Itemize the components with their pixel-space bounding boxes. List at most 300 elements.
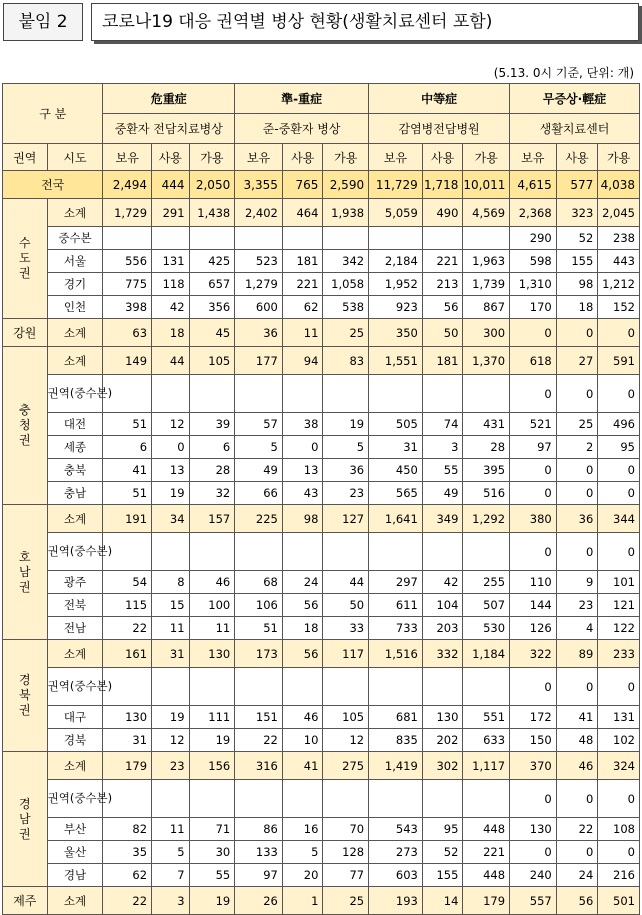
cell-value: 20 (282, 864, 323, 887)
cell-value: 443 (598, 250, 640, 273)
cell-value: 530 (463, 617, 510, 640)
table-row (3, 668, 640, 706)
cell-value: 611 (369, 594, 423, 617)
cell-value: 31 (152, 640, 190, 668)
group-header-mild: 무증상·輕症 (510, 84, 640, 114)
total-value: 2,050 (189, 171, 235, 199)
total-value: 11,729 (369, 171, 423, 199)
metric-header: 사용 (556, 144, 598, 171)
cell-value: 44 (152, 347, 190, 375)
table-row (3, 594, 640, 617)
cell-value: 556 (103, 250, 152, 273)
metric-header: 가용 (323, 144, 369, 171)
metric-header: 가용 (189, 144, 235, 171)
cell-value: 181 (282, 250, 323, 273)
cell-value: 157 (189, 505, 235, 533)
cell-value: 322 (510, 640, 557, 668)
sido-name: 전남 (47, 617, 103, 640)
cell-value (282, 375, 323, 413)
cell-value: 775 (103, 273, 152, 296)
table-row (3, 227, 640, 250)
cell-value: 86 (235, 818, 283, 841)
cell-value: 398 (103, 296, 152, 319)
cell-value: 516 (463, 482, 510, 505)
cell-value (189, 533, 235, 571)
table-row (3, 533, 640, 571)
cell-value: 213 (422, 273, 463, 296)
cell-value: 203 (422, 617, 463, 640)
cell-value: 150 (510, 729, 557, 752)
table-row (3, 617, 640, 640)
total-value: 2,590 (323, 171, 369, 199)
cell-value: 43 (282, 482, 323, 505)
cell-value: 55 (422, 459, 463, 482)
sido-name: 울산 (47, 841, 103, 864)
cell-value: 12 (323, 729, 369, 752)
table-row (3, 482, 640, 505)
cell-value: 110 (510, 571, 557, 594)
cell-value: 27 (556, 347, 598, 375)
cell-value: 324 (598, 752, 640, 780)
cell-value: 28 (189, 459, 235, 482)
cell-value: 1,516 (369, 640, 423, 668)
region-name (3, 199, 48, 319)
table-row (3, 250, 640, 273)
cell-value: 0 (510, 841, 557, 864)
cell-value: 332 (422, 640, 463, 668)
cell-value: 111 (189, 706, 235, 729)
cell-value: 115 (103, 594, 152, 617)
cell-value: 128 (323, 841, 369, 864)
cell-value: 543 (369, 818, 423, 841)
attachment-tag: 붙임 2 (3, 3, 83, 41)
cell-value (422, 533, 463, 571)
cell-value: 121 (598, 594, 640, 617)
subtotal-row (3, 199, 640, 227)
region-name-text: 호남권 (19, 549, 31, 594)
cell-value: 490 (422, 199, 463, 227)
sido-name: 권역(중수본) (47, 375, 103, 413)
cell-value: 130 (422, 706, 463, 729)
cell-value: 1,058 (323, 273, 369, 296)
table-row (3, 818, 640, 841)
cell-value (235, 780, 283, 818)
cell-value: 44 (323, 571, 369, 594)
cell-value: 51 (103, 413, 152, 436)
cell-value: 0 (510, 459, 557, 482)
cell-value (189, 780, 235, 818)
cell-value: 15 (152, 594, 190, 617)
cell-value: 600 (235, 296, 283, 319)
cell-value: 233 (598, 640, 640, 668)
subgroup-header-mild: 생활치료센터 (510, 114, 640, 144)
cell-value: 74 (422, 413, 463, 436)
cell-value: 496 (598, 413, 640, 436)
cell-value: 1,952 (369, 273, 423, 296)
cell-value: 35 (103, 841, 152, 864)
table-row (3, 571, 640, 594)
cell-value: 0 (556, 780, 598, 818)
cell-value (422, 375, 463, 413)
cell-value: 23 (323, 482, 369, 505)
column-header-region: 권역 (3, 144, 48, 171)
cell-value: 225 (235, 505, 283, 533)
cell-value: 681 (369, 706, 423, 729)
cell-value: 0 (556, 533, 598, 571)
cell-value: 55 (189, 864, 235, 887)
metric-header: 보유 (369, 144, 423, 171)
region-name-text: 강원 (13, 326, 37, 340)
metric-header: 사용 (422, 144, 463, 171)
cell-value: 51 (235, 617, 283, 640)
region-name-text: 충청권 (19, 403, 31, 447)
cell-value: 202 (422, 729, 463, 752)
cell-value: 300 (463, 319, 510, 347)
cell-value: 1,551 (369, 347, 423, 375)
cell-value: 1,292 (463, 505, 510, 533)
table-row (3, 706, 640, 729)
cell-value (422, 668, 463, 706)
cell-value: 82 (103, 818, 152, 841)
cell-value: 0 (598, 482, 640, 505)
cell-value: 83 (323, 347, 369, 375)
cell-value: 51 (103, 482, 152, 505)
cell-value: 0 (598, 780, 640, 818)
cell-value (103, 227, 152, 250)
sido-name: 소계 (47, 319, 103, 347)
cell-value: 431 (463, 413, 510, 436)
cell-value (282, 668, 323, 706)
table-row (3, 273, 640, 296)
cell-value: 49 (422, 482, 463, 505)
cell-value: 62 (103, 864, 152, 887)
cell-value: 0 (556, 375, 598, 413)
cell-value (369, 227, 423, 250)
cell-value: 0 (556, 459, 598, 482)
cell-value (369, 375, 423, 413)
cell-value: 28 (463, 436, 510, 459)
cell-value: 0 (556, 668, 598, 706)
sido-name: 광주 (47, 571, 103, 594)
cell-value: 618 (510, 347, 557, 375)
cell-value: 41 (556, 706, 598, 729)
cell-value: 56 (282, 640, 323, 668)
cell-value: 77 (323, 864, 369, 887)
cell-value: 101 (598, 571, 640, 594)
cell-value: 450 (369, 459, 423, 482)
cell-value: 36 (235, 319, 283, 347)
cell-value: 0 (556, 482, 598, 505)
region-name (3, 640, 48, 752)
cell-value: 0 (510, 780, 557, 818)
cell-value: 221 (282, 273, 323, 296)
cell-value: 57 (235, 413, 283, 436)
cell-value: 464 (282, 199, 323, 227)
bed-status-table (2, 83, 640, 915)
sido-name: 세종 (47, 436, 103, 459)
cell-value: 155 (556, 250, 598, 273)
cell-value: 94 (282, 347, 323, 375)
cell-value: 127 (323, 505, 369, 533)
sido-name: 중수본 (47, 227, 103, 250)
sido-name: 권역(중수본) (47, 780, 103, 818)
cell-value (369, 668, 423, 706)
cell-value: 122 (598, 617, 640, 640)
subgroup-header-moderate: 감염병전담병원 (369, 114, 510, 144)
cell-value: 633 (463, 729, 510, 752)
cell-value: 342 (323, 250, 369, 273)
cell-value: 42 (422, 571, 463, 594)
sido-name: 대구 (47, 706, 103, 729)
cell-value: 39 (189, 413, 235, 436)
subtotal-row (3, 505, 640, 533)
cell-value: 0 (510, 375, 557, 413)
metric-header: 보유 (510, 144, 557, 171)
sido-name: 소계 (47, 640, 103, 668)
cell-value: 18 (282, 617, 323, 640)
total-row (3, 171, 640, 199)
total-value: 4,038 (598, 171, 640, 199)
sido-name: 소계 (47, 505, 103, 533)
cell-value: 501 (598, 887, 640, 915)
cell-value: 380 (510, 505, 557, 533)
cell-value: 33 (323, 617, 369, 640)
cell-value: 100 (189, 594, 235, 617)
cell-value: 52 (422, 841, 463, 864)
cell-value: 598 (510, 250, 557, 273)
cell-value: 0 (152, 436, 190, 459)
cell-value: 2,368 (510, 199, 557, 227)
cell-value: 603 (369, 864, 423, 887)
cell-value (323, 780, 369, 818)
region-name-text: 경북권 (19, 673, 31, 717)
cell-value: 177 (235, 347, 283, 375)
cell-value: 290 (510, 227, 557, 250)
group-header-moderate: 中等症 (369, 84, 510, 114)
cell-value: 238 (598, 227, 640, 250)
cell-value: 104 (422, 594, 463, 617)
region-name-text: 제주 (13, 894, 37, 908)
cell-value (152, 375, 190, 413)
cell-value: 19 (152, 706, 190, 729)
cell-value: 0 (282, 436, 323, 459)
cell-value: 11 (282, 319, 323, 347)
sido-name: 인천 (47, 296, 103, 319)
subgroup-header-critical: 중환자 전담치료병상 (103, 114, 235, 144)
sido-name: 부산 (47, 818, 103, 841)
cell-value: 344 (598, 505, 640, 533)
cell-value: 4,569 (463, 199, 510, 227)
cell-value: 97 (510, 436, 557, 459)
cell-value: 36 (556, 505, 598, 533)
cell-value (282, 227, 323, 250)
cell-value (323, 227, 369, 250)
cell-value: 46 (189, 571, 235, 594)
cell-value: 131 (152, 250, 190, 273)
cell-value: 63 (103, 319, 152, 347)
cell-value: 155 (422, 864, 463, 887)
cell-value: 2,402 (235, 199, 283, 227)
sido-name: 충남 (47, 482, 103, 505)
cell-value: 1,739 (463, 273, 510, 296)
sido-name: 충북 (47, 459, 103, 482)
metric-header: 가용 (598, 144, 640, 171)
cell-value: 97 (235, 864, 283, 887)
cell-value: 152 (598, 296, 640, 319)
cell-value: 0 (598, 841, 640, 864)
cell-value: 2 (556, 436, 598, 459)
cell-value: 117 (323, 640, 369, 668)
cell-value (235, 533, 283, 571)
cell-value (152, 533, 190, 571)
cell-value: 1 (282, 887, 323, 915)
cell-value: 45 (189, 319, 235, 347)
cell-value: 156 (189, 752, 235, 780)
cell-value: 448 (463, 864, 510, 887)
table-row (3, 729, 640, 752)
cell-value: 425 (189, 250, 235, 273)
metric-header: 보유 (235, 144, 283, 171)
cell-value: 507 (463, 594, 510, 617)
cell-value: 4 (556, 617, 598, 640)
cell-value: 11 (152, 617, 190, 640)
cell-value: 95 (598, 436, 640, 459)
region-name (3, 347, 48, 505)
region-name (3, 752, 48, 887)
cell-value: 179 (463, 887, 510, 915)
cell-value: 5,059 (369, 199, 423, 227)
cell-value: 0 (510, 319, 557, 347)
cell-value: 41 (103, 459, 152, 482)
cell-value: 46 (556, 752, 598, 780)
cell-value: 42 (152, 296, 190, 319)
cell-value: 1,641 (369, 505, 423, 533)
cell-value: 170 (510, 296, 557, 319)
cell-value: 50 (323, 594, 369, 617)
cell-value: 557 (510, 887, 557, 915)
cell-value: 24 (282, 571, 323, 594)
subtotal-row (3, 887, 640, 915)
cell-value: 131 (598, 706, 640, 729)
cell-value: 316 (235, 752, 283, 780)
cell-value: 1,370 (463, 347, 510, 375)
cell-value: 2,184 (369, 250, 423, 273)
cell-value: 3 (152, 887, 190, 915)
total-label: 전국 (3, 171, 103, 199)
total-value: 10,011 (463, 171, 510, 199)
header-row-groups (3, 84, 640, 114)
subtotal-row (3, 752, 640, 780)
cell-value: 11 (152, 818, 190, 841)
cell-value: 173 (235, 640, 283, 668)
sido-name: 소계 (47, 752, 103, 780)
cell-value: 240 (510, 864, 557, 887)
cell-value (282, 780, 323, 818)
cell-value: 538 (323, 296, 369, 319)
cell-value: 551 (463, 706, 510, 729)
gubun-header: 구 분 (3, 84, 103, 144)
cell-value (235, 375, 283, 413)
cell-value: 89 (556, 640, 598, 668)
total-value: 577 (556, 171, 598, 199)
cell-value: 323 (556, 199, 598, 227)
cell-value: 0 (510, 482, 557, 505)
cell-value: 523 (235, 250, 283, 273)
cell-value: 56 (422, 296, 463, 319)
cell-value: 126 (510, 617, 557, 640)
cell-value: 448 (463, 818, 510, 841)
cell-value: 18 (556, 296, 598, 319)
cell-value: 118 (152, 273, 190, 296)
cell-value (422, 780, 463, 818)
cell-value: 144 (510, 594, 557, 617)
cell-value: 36 (323, 459, 369, 482)
cell-value: 46 (282, 706, 323, 729)
cell-value: 1,438 (189, 199, 235, 227)
cell-value: 1,938 (323, 199, 369, 227)
cell-value: 9 (556, 571, 598, 594)
cell-value: 255 (463, 571, 510, 594)
cell-value: 22 (103, 617, 152, 640)
sido-name: 권역(중수본) (47, 533, 103, 571)
metric-header: 사용 (152, 144, 190, 171)
cell-value (152, 227, 190, 250)
cell-value (422, 227, 463, 250)
cell-value: 66 (235, 482, 283, 505)
region-name (3, 887, 48, 915)
cell-value: 19 (152, 482, 190, 505)
sido-name: 권역(중수본) (47, 668, 103, 706)
cell-value (369, 533, 423, 571)
cell-value: 23 (152, 752, 190, 780)
cell-value: 179 (103, 752, 152, 780)
cell-value: 23 (556, 594, 598, 617)
cell-value: 54 (103, 571, 152, 594)
cell-value (282, 533, 323, 571)
cell-value (235, 668, 283, 706)
cell-value: 0 (598, 459, 640, 482)
cell-value: 275 (323, 752, 369, 780)
cell-value: 350 (369, 319, 423, 347)
cell-value: 25 (323, 887, 369, 915)
cell-value: 130 (510, 818, 557, 841)
cell-value: 11 (189, 617, 235, 640)
cell-value: 30 (189, 841, 235, 864)
cell-value: 50 (422, 319, 463, 347)
cell-value: 105 (189, 347, 235, 375)
sido-name: 소계 (47, 199, 103, 227)
region-name-text: 경남권 (19, 796, 31, 841)
cell-value: 108 (598, 818, 640, 841)
cell-value: 1,729 (103, 199, 152, 227)
table-row (3, 864, 640, 887)
cell-value: 52 (556, 227, 598, 250)
cell-value: 130 (103, 706, 152, 729)
cell-value: 102 (598, 729, 640, 752)
cell-value: 1,212 (598, 273, 640, 296)
cell-value: 297 (369, 571, 423, 594)
cell-value: 1,419 (369, 752, 423, 780)
cell-value (323, 533, 369, 571)
cell-value (189, 375, 235, 413)
cell-value: 221 (463, 841, 510, 864)
cell-value: 172 (510, 706, 557, 729)
cell-value: 130 (189, 640, 235, 668)
sido-name: 소계 (47, 347, 103, 375)
cell-value: 56 (556, 887, 598, 915)
cell-value (463, 375, 510, 413)
cell-value: 12 (152, 413, 190, 436)
